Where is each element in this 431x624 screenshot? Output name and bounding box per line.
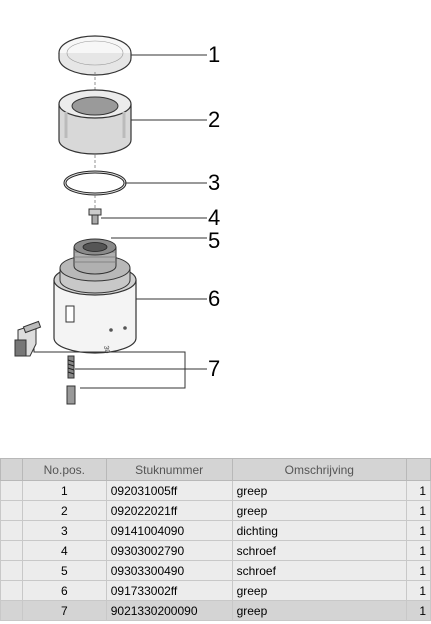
cell-qty: 1 <box>407 481 431 501</box>
cell-qty: 1 <box>407 541 431 561</box>
cell-number: 09303002790 <box>106 541 232 561</box>
column-header-qty[interactable] <box>407 459 431 481</box>
cell-number: 092031005ff <box>106 481 232 501</box>
cell-qty: 1 <box>407 501 431 521</box>
cell-description: greep <box>232 581 406 601</box>
callout-6[interactable]: 6 <box>208 286 221 311</box>
cell-pos: 2 <box>22 501 106 521</box>
part-4-screw[interactable] <box>89 209 101 224</box>
cell-pos: 6 <box>22 581 106 601</box>
table-row[interactable] <box>1 561 431 581</box>
cell-description: schroef <box>232 561 406 581</box>
table-row-selected[interactable] <box>1 601 431 621</box>
callout-4[interactable]: 4 <box>208 205 221 230</box>
table-row[interactable] <box>1 581 431 601</box>
column-header-description[interactable]: Omschrijving <box>232 459 406 481</box>
row-indicator <box>1 541 23 561</box>
column-header-number[interactable]: Stuknummer <box>106 459 232 481</box>
cell-pos: 7 <box>22 601 106 621</box>
cell-description: dichting <box>232 521 406 541</box>
cell-qty: 1 <box>407 561 431 581</box>
row-indicator-header <box>1 459 23 481</box>
cell-pos: 5 <box>22 561 106 581</box>
table-row[interactable] <box>1 481 431 501</box>
callout-5[interactable]: 5 <box>208 228 221 253</box>
part-3-o-ring[interactable] <box>65 172 125 194</box>
cell-qty: 1 <box>407 581 431 601</box>
cell-qty: 1 <box>407 521 431 541</box>
table-row[interactable] <box>1 541 431 561</box>
column-header-pos[interactable]: No.pos. <box>22 459 106 481</box>
cell-pos: 1 <box>22 481 106 501</box>
row-indicator <box>1 481 23 501</box>
svg-text:30: 30 <box>102 345 111 355</box>
leader-line-7-bracket <box>34 348 185 388</box>
cell-description: greep <box>232 481 406 501</box>
part-2-ring[interactable] <box>59 90 131 154</box>
part-1-cap[interactable] <box>59 36 131 75</box>
table-row[interactable] <box>1 521 431 541</box>
row-indicator <box>1 521 23 541</box>
table-row[interactable] <box>1 501 431 521</box>
row-indicator <box>1 601 23 621</box>
parts-table <box>0 458 431 621</box>
cell-number: 091733002ff <box>106 581 232 601</box>
cell-pos: 4 <box>22 541 106 561</box>
cell-number: 09303300490 <box>106 561 232 581</box>
cell-qty: 1 <box>407 601 431 621</box>
cell-number: 09141004090 <box>106 521 232 541</box>
cell-pos: 3 <box>22 521 106 541</box>
row-indicator <box>1 581 23 601</box>
row-indicator <box>1 561 23 581</box>
row-indicator <box>1 501 23 521</box>
cell-number: 9021330200090 <box>106 601 232 621</box>
cell-description: schroef <box>232 541 406 561</box>
callout-2[interactable]: 2 <box>208 107 221 132</box>
callout-7[interactable]: 7 <box>208 356 221 381</box>
part-6-body[interactable] <box>54 239 136 354</box>
cell-number: 092022021ff <box>106 501 232 521</box>
cell-description: greep <box>232 601 406 621</box>
table-header-row <box>1 459 431 481</box>
callout-3[interactable]: 3 <box>208 170 221 195</box>
callout-1[interactable]: 1 <box>208 42 221 67</box>
cell-description: greep <box>232 501 406 521</box>
